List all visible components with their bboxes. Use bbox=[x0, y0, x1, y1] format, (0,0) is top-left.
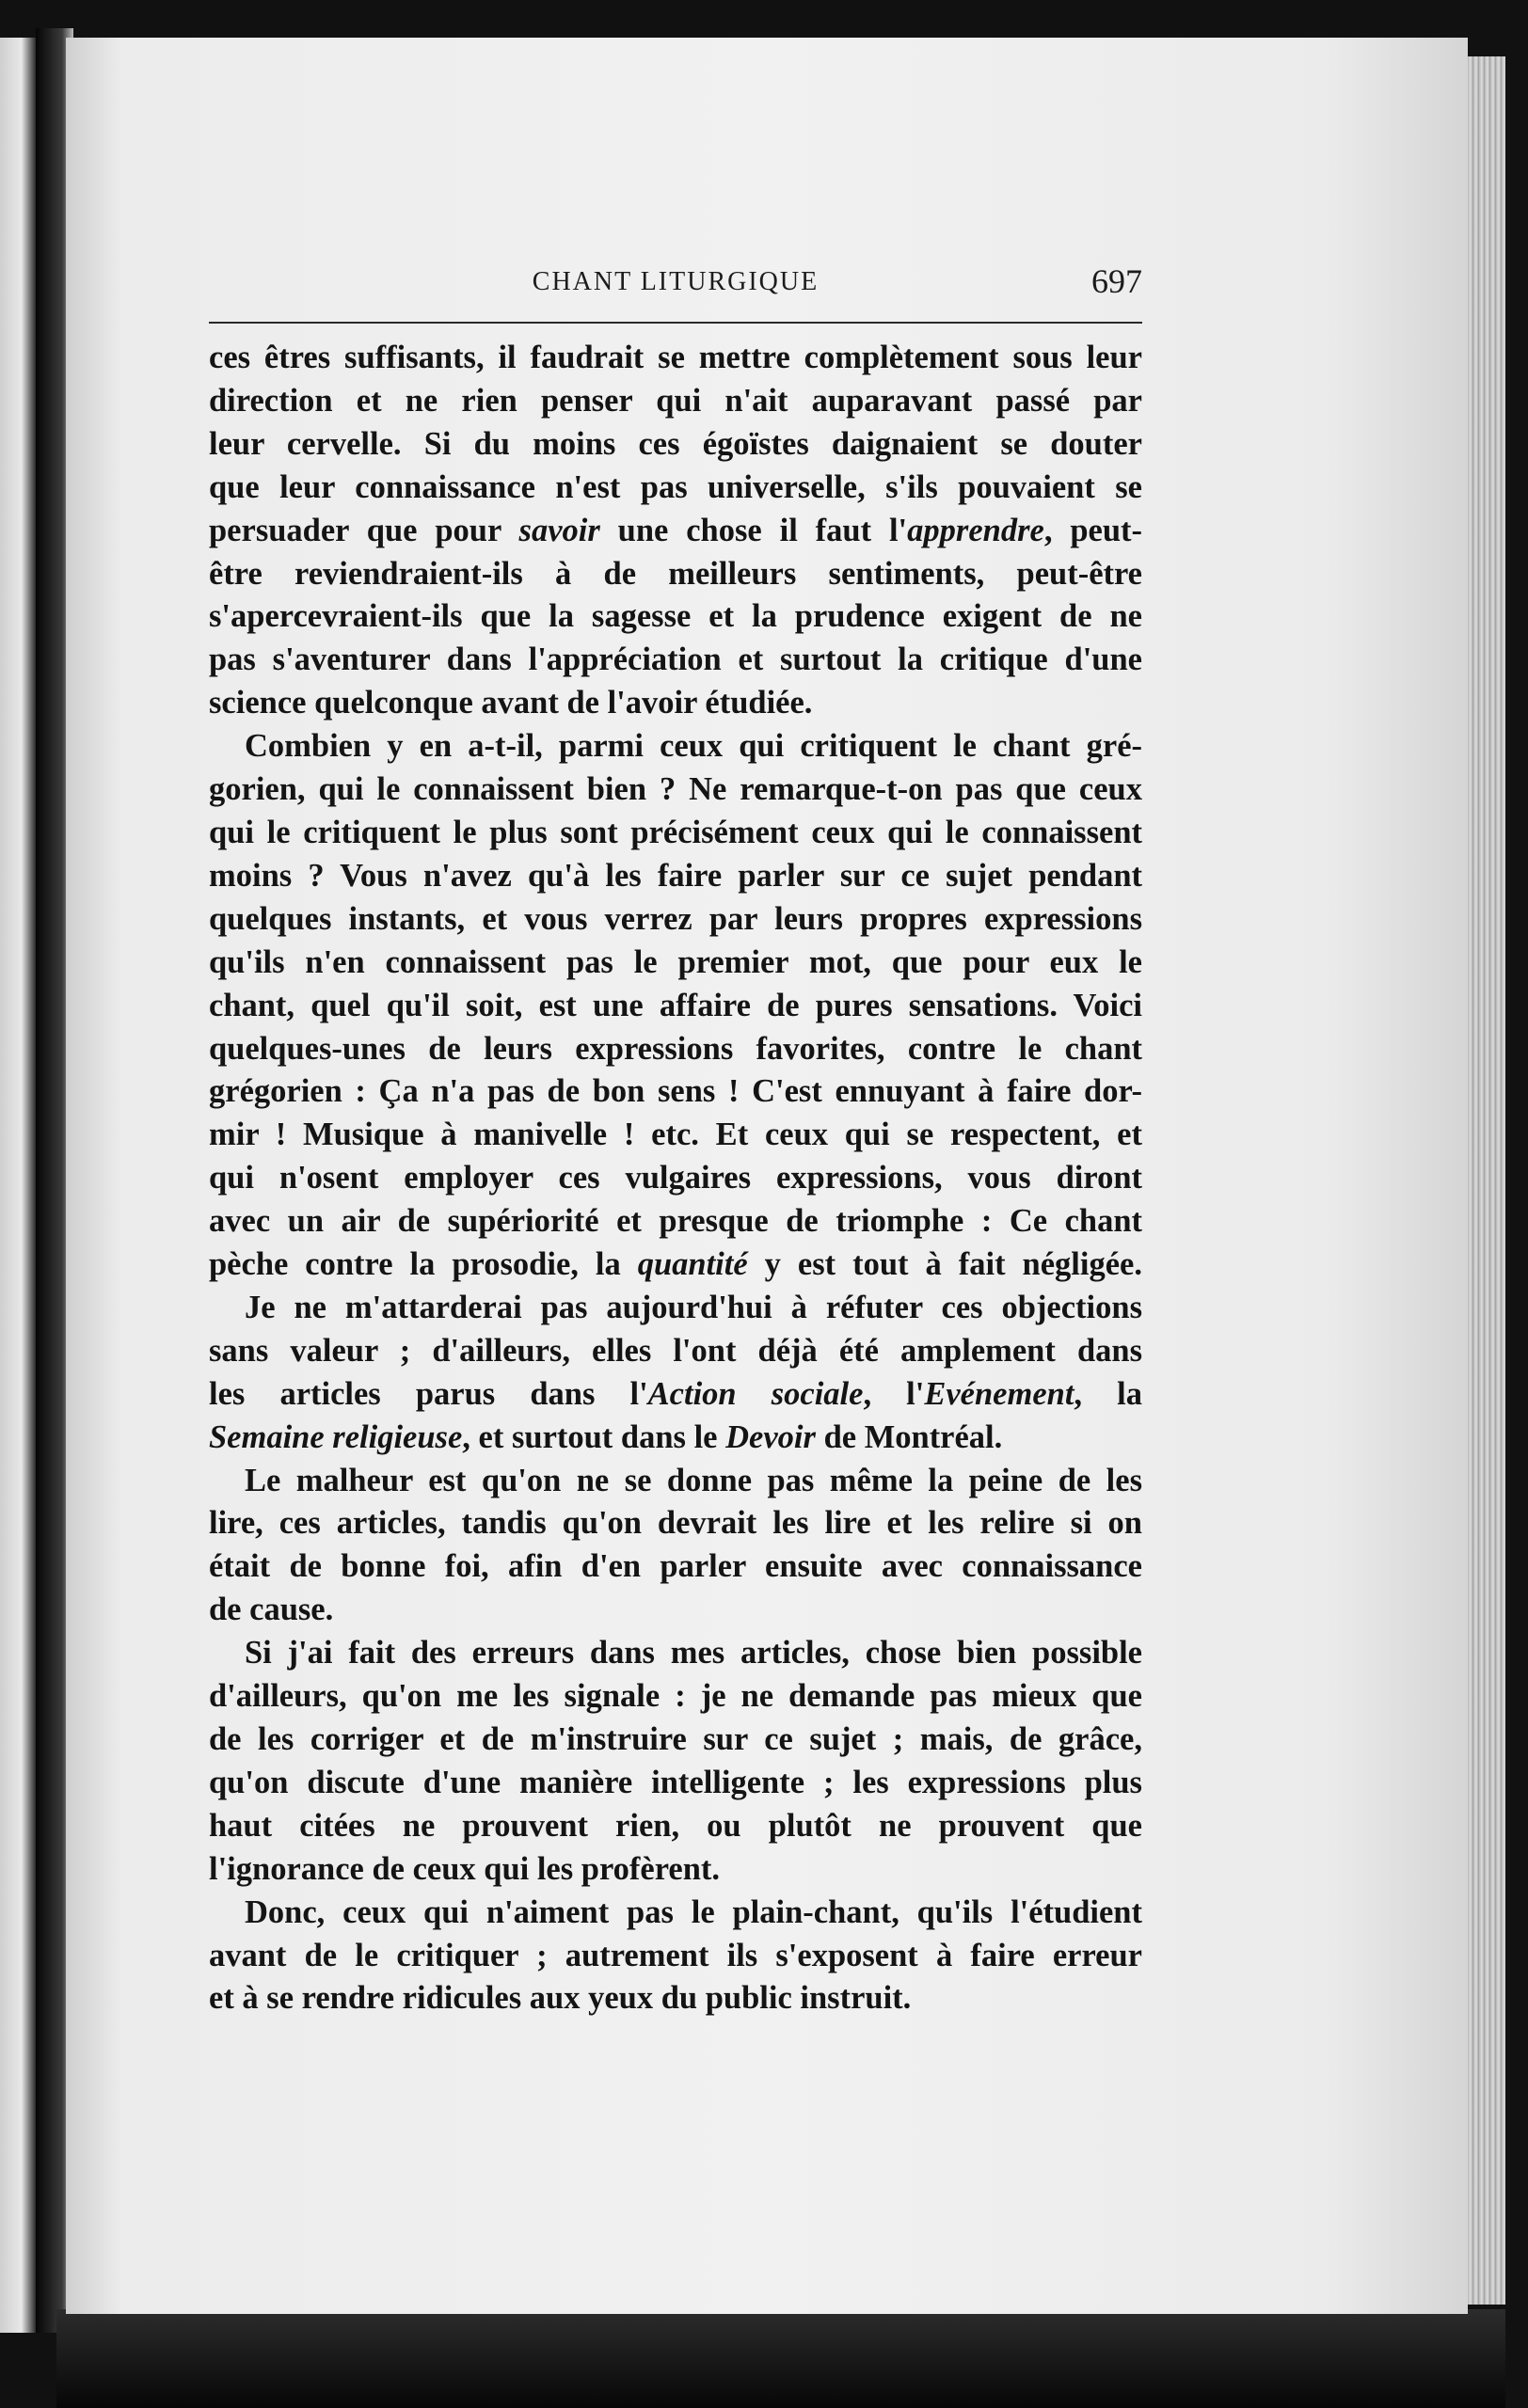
paragraph-start-line: Si j'ai fait des erreurs dans mes articles, chose bien possible bbox=[245, 1635, 1142, 1671]
text-line bbox=[209, 1373, 1142, 1417]
text-run: , la bbox=[1074, 1375, 1143, 1412]
text-line: mir ! Musique à manivelle ! etc. Et ceux qui se respectent, et bbox=[209, 1117, 1142, 1153]
text-line: haut citées ne prouvent rien, ou plutôt ne prouvent que bbox=[209, 1807, 1142, 1844]
italic-word: Semaine religieuse bbox=[209, 1418, 463, 1455]
text-line: et à se rendre ridicules aux yeux du public instruit. bbox=[209, 1980, 912, 2017]
bottom-shadow bbox=[56, 2309, 1505, 2408]
text-line: chant, quel qu'il soit, est une affaire de pures sensations. Voici bbox=[209, 987, 1142, 1023]
text-line: être reviendraient-ils à de meilleurs sentiments, peut-être bbox=[209, 555, 1142, 592]
text-line: quelques instants, et vous verrez par leurs propres expressions bbox=[209, 900, 1142, 937]
italic-word: quantité bbox=[637, 1246, 748, 1283]
text-run: , peut- bbox=[1043, 512, 1142, 548]
text-line: leur cervelle. Si du moins ces égoïstes daignaient se douter bbox=[209, 425, 1142, 462]
text-line: était de bonne foi, afin d'en parler ensuite avec connaissance bbox=[209, 1548, 1142, 1585]
header-rule bbox=[209, 322, 1142, 324]
paragraph-start-line: Je ne m'attarderai pas aujourd'hui à réfuter ces objections bbox=[245, 1289, 1142, 1325]
text-line: moins ? Vous n'avez qu'à les faire parler sur ce sujet pendant bbox=[209, 857, 1142, 894]
text-run: , et surtout dans le bbox=[462, 1418, 726, 1455]
text-run: , l' bbox=[863, 1375, 925, 1412]
text-line bbox=[209, 510, 1142, 553]
text-line: de cause. bbox=[209, 1592, 334, 1628]
text-line: de les corriger et de m'instruire sur ce sujet ; mais, de grâce, bbox=[209, 1721, 1142, 1757]
text-line: pas s'aventurer dans l'appréciation et surtout la critique d'une bbox=[209, 642, 1142, 678]
text-line: gorien, qui le connaissent bien ? Ne remarque-t-on pas que ceux bbox=[209, 771, 1142, 808]
text-line: avant de le critiquer ; autrement ils s'exposent à faire erreur bbox=[209, 1937, 1142, 1973]
text-line bbox=[209, 1244, 1142, 1287]
text-line: que leur connaissance n'est pas universelle, s'ils pouvaient se bbox=[209, 468, 1142, 505]
running-head bbox=[209, 261, 1142, 314]
text-line bbox=[209, 1417, 1142, 1460]
page-body bbox=[209, 337, 1142, 2020]
text-run: de Montréal. bbox=[815, 1418, 1003, 1455]
text-run: y est tout à fait négligée. bbox=[747, 1246, 1142, 1283]
page-number: 697 bbox=[1091, 262, 1142, 300]
page-stack-edge bbox=[1468, 56, 1505, 2305]
text-line: direction et ne rien penser qui n'ait auparavant passé par bbox=[209, 382, 1142, 419]
text-line: qui le critiquent le plus sont précisément ceux qui le connaissent bbox=[209, 814, 1142, 850]
text-line: avec un air de supériorité et presque de triomphe : Ce chant bbox=[209, 1203, 1142, 1240]
text-line: grégorien : Ça n'a pas de bon sens ! C'est ennuyant à faire dor- bbox=[209, 1073, 1142, 1110]
italic-word: Evénement bbox=[924, 1375, 1074, 1412]
italic-word: Devoir bbox=[725, 1418, 816, 1455]
paragraph-start-line: Le malheur est qu'on ne se donne pas même la peine de les bbox=[245, 1462, 1142, 1498]
paragraph-start-line: Combien y en a-t-il, parmi ceux qui critiquent le chant gré- bbox=[245, 728, 1142, 765]
text-line: l'ignorance de ceux qui les profèrent. bbox=[209, 1850, 721, 1887]
text-run: les articles parus dans l' bbox=[209, 1375, 648, 1412]
facing-page-edge bbox=[0, 38, 36, 2333]
text-line: science quelconque avant de l'avoir étudiée. bbox=[209, 685, 813, 721]
text-run: une chose il faut l' bbox=[599, 512, 908, 548]
text-line: s'apercevraient-ils que la sagesse et la prudence exigent de ne bbox=[209, 598, 1142, 635]
running-title: CHANT LITURGIQUE bbox=[532, 267, 820, 296]
text-line: d'ailleurs, qu'on me les signale : je ne demande pas mieux que bbox=[209, 1678, 1142, 1715]
italic-word: Action sociale bbox=[647, 1375, 864, 1412]
text-line: qui n'osent employer ces vulgaires expressions, vous diront bbox=[209, 1160, 1142, 1196]
text-line: lire, ces articles, tandis qu'on devrait les lire et les relire si on bbox=[209, 1505, 1142, 1542]
paragraph-start-line: Donc, ceux qui n'aiment pas le plain-chant, qu'ils l'étudient bbox=[245, 1893, 1142, 1930]
text-line: qu'ils n'en connaissent pas le premier mot, que pour eux le bbox=[209, 943, 1142, 980]
italic-word: savoir bbox=[518, 512, 600, 548]
text-line: quelques-unes de leurs expressions favorites, contre le chant bbox=[209, 1030, 1142, 1067]
text-run: persuader que pour bbox=[209, 512, 519, 548]
text-line: sans valeur ; d'ailleurs, elles l'ont déjà été amplement dans bbox=[209, 1332, 1142, 1369]
italic-word: apprendre bbox=[907, 512, 1044, 548]
text-run: pèche contre la prosodie, la bbox=[209, 1246, 638, 1283]
text-line: ces êtres suffisants, il faudrait se mettre complètement sous leur bbox=[209, 340, 1142, 375]
text-line: qu'on discute d'une manière intelligente ; les expressions plus bbox=[209, 1764, 1142, 1800]
